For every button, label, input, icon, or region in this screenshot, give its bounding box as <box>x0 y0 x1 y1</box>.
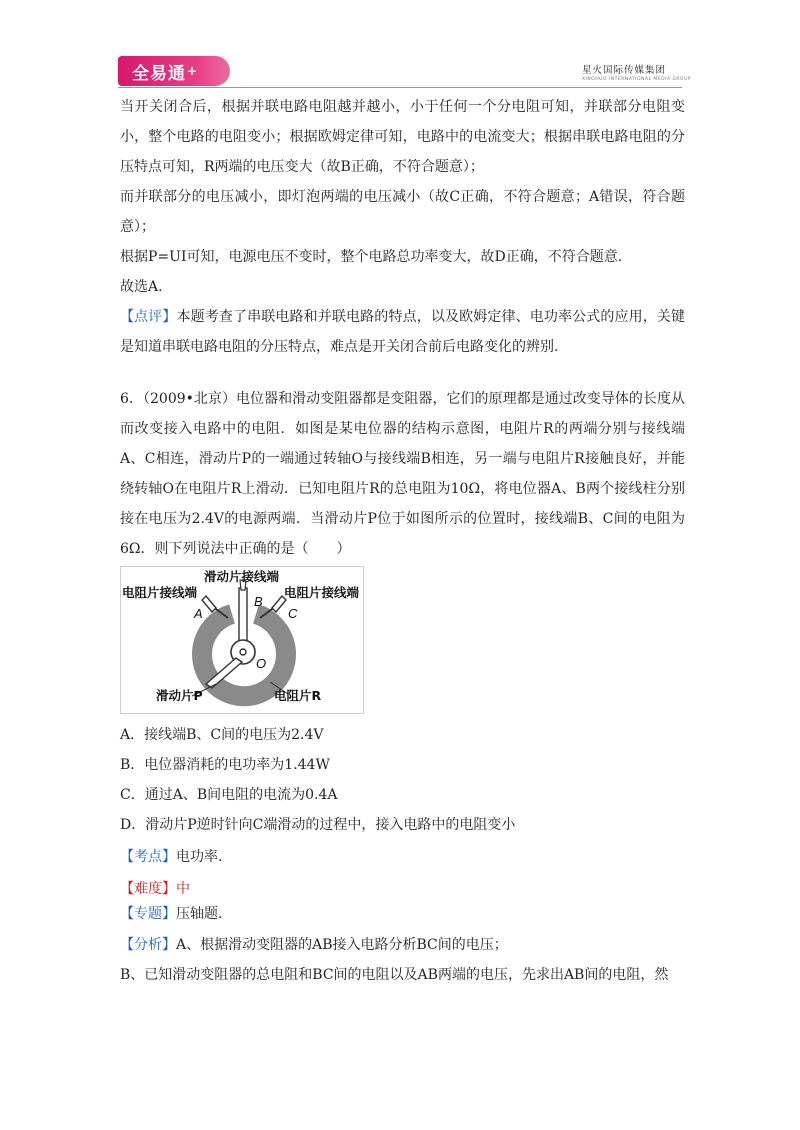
page-header <box>0 0 800 90</box>
fenxi-b-line: B、已知滑动变阻器的总电阻和BC间的电阻以及AB两端的电压，先求出AB间的电阻，然 <box>120 967 669 983</box>
header-divider <box>118 87 682 88</box>
solution-paragraph-2: 而并联部分的电压减小，即灯泡两端的电压减小（故C正确，不符合题意；A错误，符合题意）； <box>120 189 685 235</box>
comment-tag: 【点评】 <box>120 309 177 325</box>
potentiometer-figure <box>120 566 364 714</box>
letter-a: A <box>194 606 203 621</box>
solution-paragraph-1: 当开关闭合后，根据并联电路电阻越并越小，小于任何一个分电阻可知，并联部分电阻变小，整个电路的电阻变小；根据欧姆定律可知，电路中的电流变大；根据串联电路电阻的分压特点可知，R两端的电压变大（故B正确，不符合题意）； <box>120 99 685 175</box>
kaodian-text: 电功率. <box>176 849 223 865</box>
nandu-tag: 【难度】 <box>120 881 176 897</box>
label-slider-terminal: 滑动片接线端 <box>204 569 280 584</box>
solution-conclusion: 故选A. <box>120 279 163 295</box>
letter-o: O <box>256 656 267 671</box>
document-body <box>120 92 685 990</box>
zhuanti-line <box>120 902 685 926</box>
label-resistor-terminal-right: 电阻片接线端 <box>284 585 360 600</box>
question-stem: 6．（2009•北京）电位器和滑动变阻器都是变阻器，它们的原理都是通过改变导体的长度从而改变接入电路中的电阻．如图是某电位器的结构示意图，电阻片R的两端分别与接线端A、C相连，滑动片P的一端通过转轴O与接线端B相连，另一端与电阻片R接触良好，并能绕转轴O在电阻片R上滑动．已知电阻片R的总电阻为10Ω，将电位器A、B两个接线柱分别接在电压为2.4V的电源两端．当滑动片P位于如图所示的位置时，接线端B、C间的电阻为6Ω．则下列说法中正确的是（ ） <box>120 391 685 557</box>
brand-logo <box>118 56 230 86</box>
letter-c: C <box>288 606 298 621</box>
comment-paragraph <box>120 302 685 362</box>
company-name <box>582 62 692 82</box>
kaodian-line <box>120 842 685 872</box>
label-resistor-terminal-left: 电阻片接线端 <box>122 585 198 600</box>
comment-text: 本题考查了串联电路和并联电路的特点，以及欧姆定律、电功率公式的应用，关键是知道串联电路电阻的分压特点，难点是开关闭合前后电路变化的辨别. <box>120 309 686 355</box>
zhuanti-tag: 【专题】 <box>120 906 176 922</box>
label-slider-p: 滑动片P <box>156 688 203 703</box>
fenxi-tag: 【分析】 <box>120 937 176 953</box>
company-name-en: XINGHUO INTERNATIONAL MEDIA GROUP <box>582 77 692 82</box>
kaodian-tag: 【考点】 <box>120 849 176 865</box>
option-a: A．接线端B、C间的电压为2.4V <box>120 727 324 743</box>
option-d: D．滑动片P逆时针向C端滑动的过程中，接入电路中的电阻变小 <box>120 817 516 833</box>
zhuanti-text: 压轴题. <box>176 906 223 922</box>
label-resistor-r: 电阻片R <box>274 688 322 703</box>
option-b: B．电位器消耗的电功率为1.44W <box>120 757 330 773</box>
solution-paragraph-3: 根据P=UI可知，电源电压不变时，整个电路总功率变大，故D正确，不符合题意. <box>120 249 623 265</box>
fenxi-text: A、根据滑动变阻器的AB接入电路分析BC间的电压； <box>176 937 508 953</box>
fenxi-line <box>120 930 685 960</box>
brand-logo-text: 全易通 <box>132 63 186 84</box>
brand-logo-plus: + <box>187 64 199 78</box>
nandu-line <box>120 876 685 902</box>
option-c: C．通过A、B间电阻的电流为0.4A <box>120 787 338 803</box>
letter-b: B <box>254 594 263 609</box>
company-name-cn: 星火国际传媒集团 <box>582 65 667 76</box>
nandu-text: 中 <box>176 881 190 897</box>
